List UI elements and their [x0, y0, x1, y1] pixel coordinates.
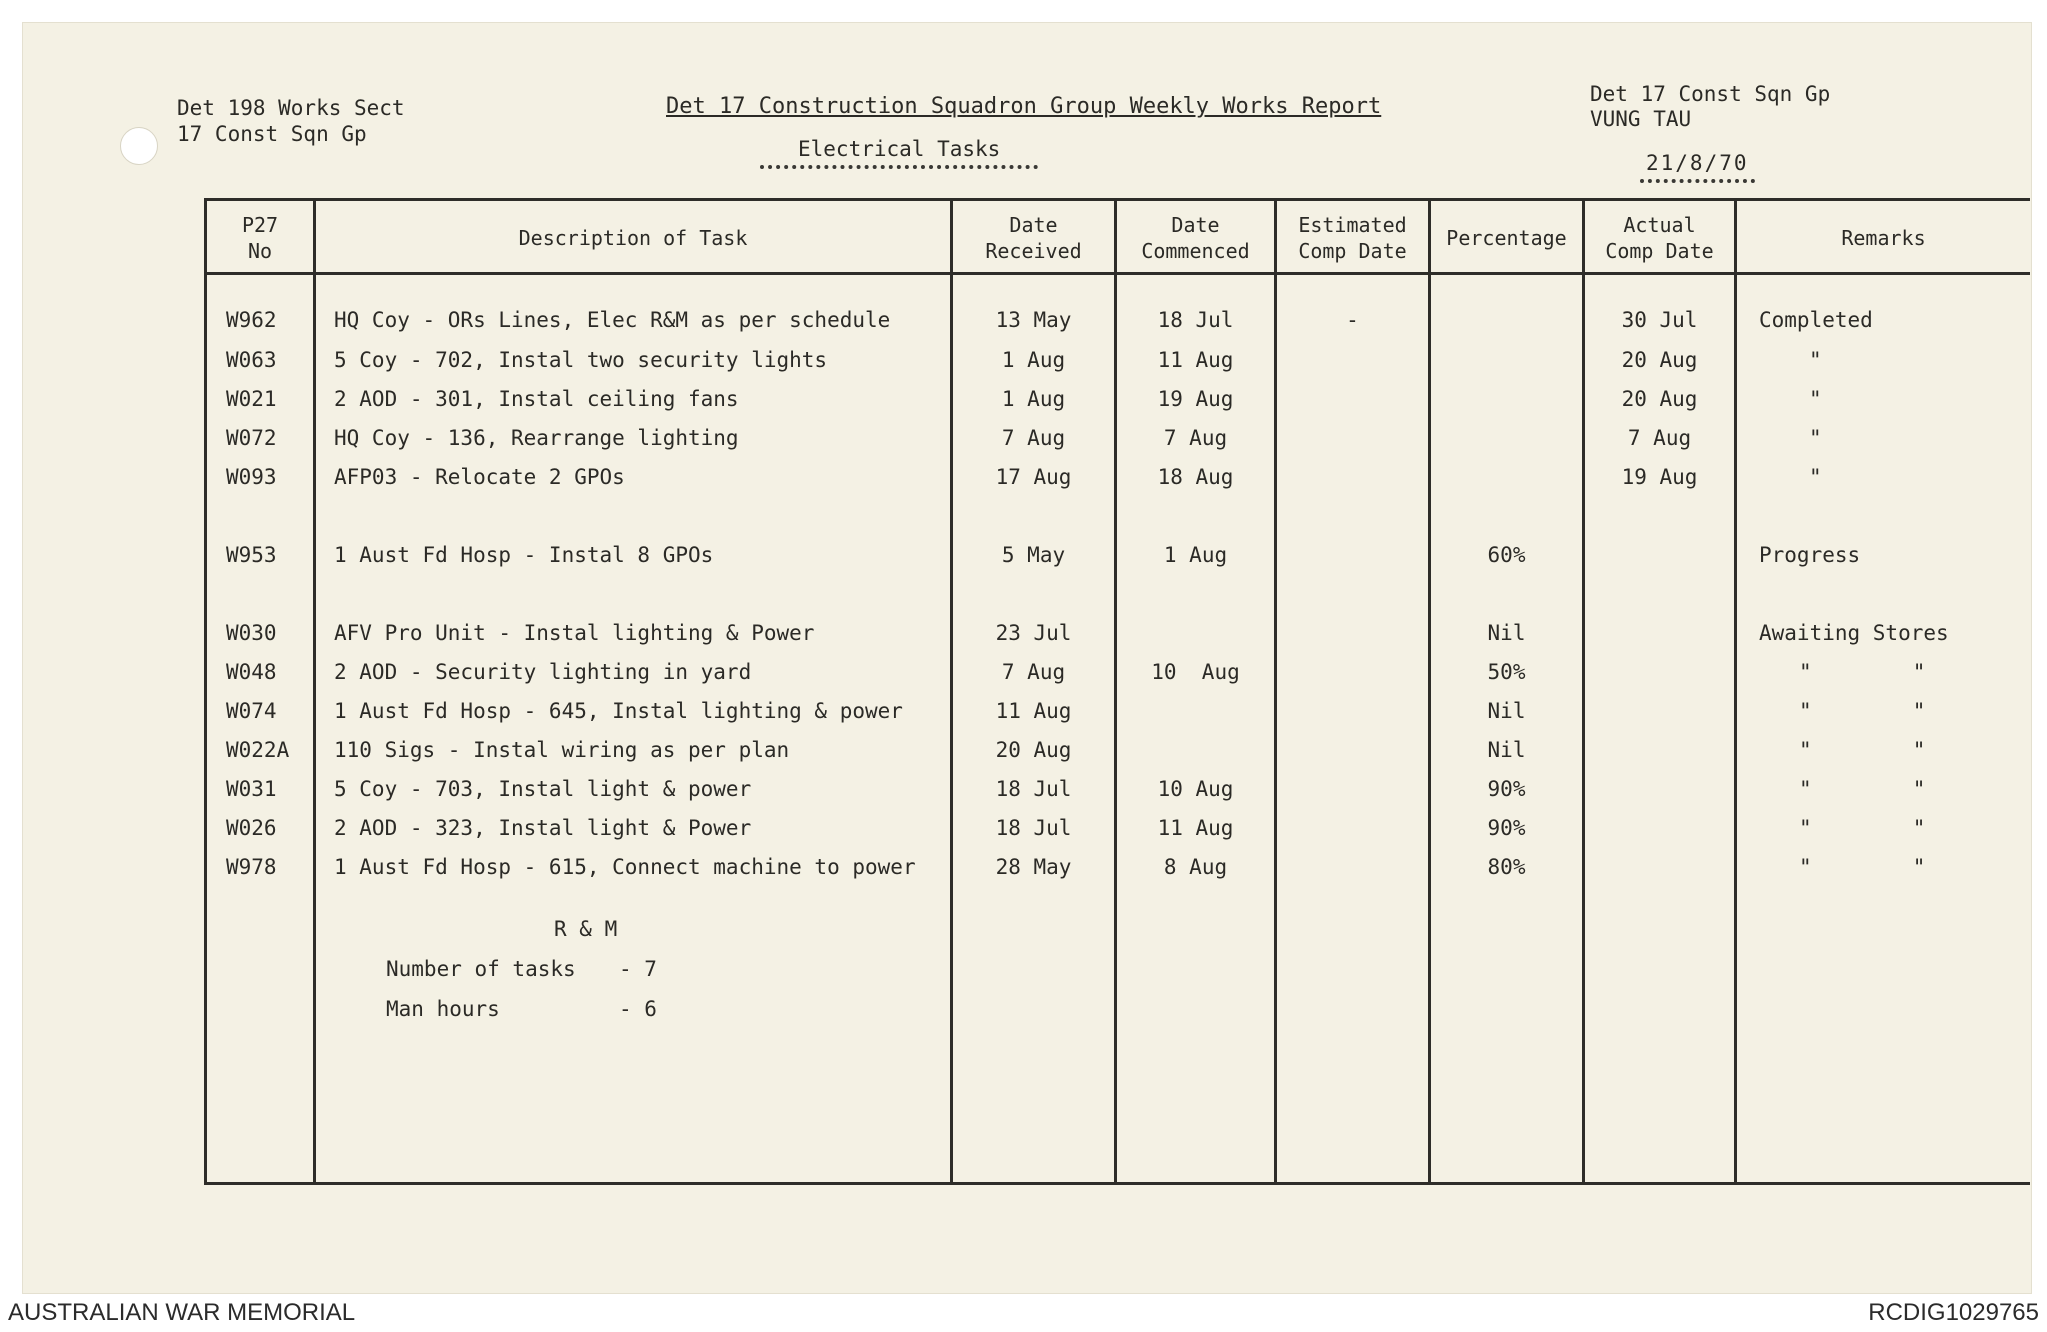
cell-remarks: Awaiting Stores	[1759, 621, 1949, 645]
col-border-7	[1734, 198, 1737, 1185]
cell-description: 2 AOD - 323, Instal light & Power	[334, 816, 752, 840]
col-header-actual: Actual Comp Date	[1605, 213, 1714, 263]
cell-date-received: 5 May	[1001, 543, 1066, 567]
cell-date-received: 20 Aug	[995, 738, 1072, 762]
cell-date-received: 1 Aug	[1001, 348, 1066, 372]
summary-tasks-label: Number of tasks	[386, 957, 576, 981]
cell-p27-no: W048	[226, 660, 277, 684]
cell-remarks: Completed	[1759, 308, 1873, 332]
cell-date-received: 23 Jul	[995, 621, 1072, 645]
cell-description: 2 AOD - 301, Instal ceiling fans	[334, 387, 739, 411]
cell-date-commenced: 11 Aug	[1157, 348, 1234, 372]
cell-remarks: "	[1809, 387, 1822, 411]
works-table	[204, 198, 2030, 1185]
sender-unit-line1: Det 198 Works Sect	[177, 96, 405, 120]
cell-date-commenced: 18 Jul	[1157, 308, 1234, 332]
cell-description: AFP03 - Relocate 2 GPOs	[334, 465, 625, 489]
cell-p27-no: W072	[226, 426, 277, 450]
cell-actual-comp: 19 Aug	[1621, 465, 1698, 489]
cell-remarks: " "	[1799, 660, 1926, 684]
cell-description: 2 AOD - Security lighting in yard	[334, 660, 752, 684]
col-header-description: Description of Task	[518, 226, 748, 250]
cell-date-commenced: 10 Aug	[1151, 660, 1240, 684]
report-subtitle	[760, 136, 1038, 163]
col-header-received: Date Received	[985, 213, 1082, 263]
col-border-4	[1274, 198, 1277, 1185]
footer-record-id: RCDIG1029765	[1868, 1299, 2039, 1326]
cell-p27-no: W953	[226, 543, 277, 567]
summary-hours-label: Man hours	[386, 997, 500, 1021]
col-header-commenced: Date Commenced	[1141, 213, 1250, 263]
location-line1: Det 17 Const Sqn Gp	[1590, 82, 1831, 106]
cell-remarks: Progress	[1759, 543, 1861, 567]
col-header-percentage: Percentage	[1446, 226, 1567, 250]
cell-remarks: " "	[1799, 777, 1926, 801]
cell-p27-no: W093	[226, 465, 277, 489]
cell-date-commenced: 18 Aug	[1157, 465, 1234, 489]
cell-percentage: Nil	[1487, 621, 1526, 645]
cell-date-received: 7 Aug	[1001, 426, 1066, 450]
col-header-remarks: Remarks	[1841, 226, 1926, 250]
report-title: Det 17 Construction Squadron Group Weekly Works Report	[666, 94, 1382, 119]
cell-description: 110 Sigs - Instal wiring as per plan	[334, 738, 790, 762]
summary-heading: R & M	[554, 917, 618, 941]
cell-date-received: 7 Aug	[1001, 660, 1066, 684]
report-date-text: 21/8/70	[1640, 151, 1755, 183]
cell-description: HQ Coy - 136, Rearrange lighting	[334, 426, 739, 450]
cell-actual-comp: 30 Jul	[1621, 308, 1698, 332]
col-header-estimated: Estimated Comp Date	[1298, 213, 1407, 263]
col-header-p27: P27 No	[241, 213, 279, 263]
cell-actual-comp: 7 Aug	[1627, 426, 1692, 450]
cell-date-commenced: 8 Aug	[1163, 855, 1228, 879]
col-border-1	[313, 198, 316, 1185]
cell-p27-no: W031	[226, 777, 277, 801]
cell-actual-comp: 20 Aug	[1621, 387, 1698, 411]
cell-p27-no: W978	[226, 855, 277, 879]
summary-tasks-value: - 7	[619, 957, 657, 981]
cell-date-received: 17 Aug	[995, 465, 1072, 489]
cell-actual-comp: 20 Aug	[1621, 348, 1698, 372]
cell-percentage: 90%	[1487, 816, 1526, 840]
cell-date-received: 11 Aug	[995, 699, 1072, 723]
cell-date-commenced: 1 Aug	[1163, 543, 1228, 567]
cell-p27-no: W962	[226, 308, 277, 332]
report-date	[1640, 150, 1755, 177]
cell-description: 1 Aust Fd Hosp - Instal 8 GPOs	[334, 543, 714, 567]
cell-description: HQ Coy - ORs Lines, Elec R&M as per schedule	[334, 308, 891, 332]
cell-remarks: " "	[1799, 738, 1926, 762]
cell-date-received: 13 May	[995, 308, 1072, 332]
cell-date-received: 1 Aug	[1001, 387, 1066, 411]
col-border-5	[1428, 198, 1431, 1185]
cell-description: 5 Coy - 702, Instal two security lights	[334, 348, 828, 372]
col-border-0	[204, 198, 207, 1185]
cell-percentage: 80%	[1487, 855, 1526, 879]
cell-remarks: "	[1809, 348, 1822, 372]
cell-percentage: Nil	[1487, 738, 1526, 762]
table-bottom-border	[204, 1182, 2030, 1185]
cell-p27-no: W074	[226, 699, 277, 723]
cell-percentage: 90%	[1487, 777, 1526, 801]
punch-hole	[120, 127, 158, 165]
cell-description: 5 Coy - 703, Instal light & power	[334, 777, 752, 801]
cell-date-commenced: 11 Aug	[1157, 816, 1234, 840]
cell-remarks: " "	[1799, 855, 1926, 879]
cell-remarks: " "	[1799, 816, 1926, 840]
subtitle-text: Electrical Tasks	[760, 137, 1038, 169]
cell-p27-no: W026	[226, 816, 277, 840]
cell-p27-no: W021	[226, 387, 277, 411]
table-header-divider	[204, 272, 2030, 275]
cell-date-received: 18 Jul	[995, 777, 1072, 801]
cell-date-commenced: 10 Aug	[1157, 777, 1234, 801]
cell-remarks: " "	[1799, 699, 1926, 723]
cell-description: 1 Aust Fd Hosp - 645, Instal lighting & power	[334, 699, 903, 723]
cell-p27-no: W022A	[226, 738, 290, 762]
cell-date-commenced: 7 Aug	[1163, 426, 1228, 450]
table-top-border	[204, 198, 2030, 201]
cell-date-received: 28 May	[995, 855, 1072, 879]
cell-p27-no: W063	[226, 348, 277, 372]
cell-estimated-comp: -	[1346, 308, 1359, 332]
cell-percentage: Nil	[1487, 699, 1526, 723]
cell-remarks: "	[1809, 426, 1822, 450]
cell-p27-no: W030	[226, 621, 277, 645]
cell-percentage: 50%	[1487, 660, 1526, 684]
sender-unit-line2: 17 Const Sqn Gp	[177, 122, 367, 146]
cell-remarks: "	[1809, 465, 1822, 489]
summary-hours-value: - 6	[619, 997, 657, 1021]
cell-description: 1 Aust Fd Hosp - 615, Connect machine to power	[334, 855, 916, 879]
location-line2: VUNG TAU	[1590, 107, 1692, 131]
cell-percentage: 60%	[1487, 543, 1526, 567]
cell-description: AFV Pro Unit - Instal lighting & Power	[334, 621, 815, 645]
cell-date-received: 18 Jul	[995, 816, 1072, 840]
footer-archive-name: AUSTRALIAN WAR MEMORIAL	[8, 1299, 356, 1326]
cell-date-commenced: 19 Aug	[1157, 387, 1234, 411]
